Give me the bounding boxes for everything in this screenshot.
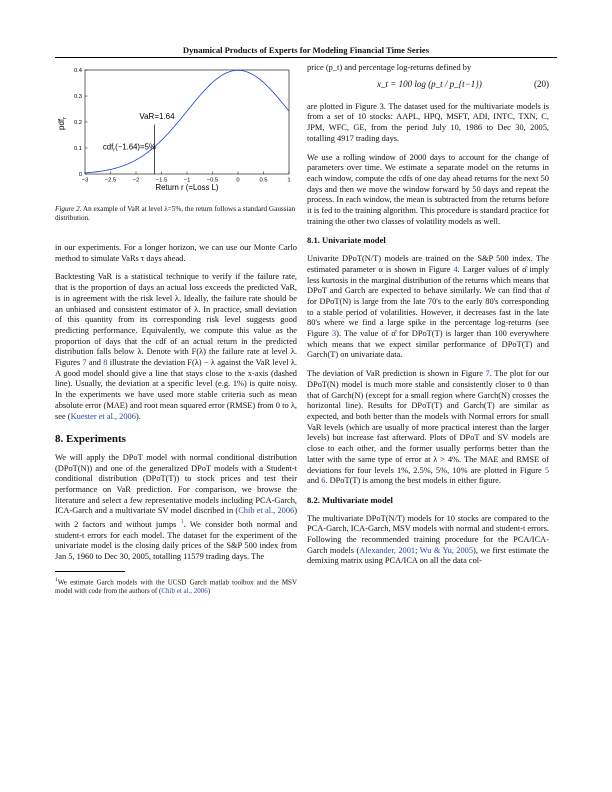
- subsection-heading: 8.1. Univariate model: [307, 235, 386, 246]
- figure-link[interactable]: 7: [485, 369, 490, 379]
- paragraph-multivariate: The multivariate DPoT(N/T) models for 10 stocks are compared to the PCA-Garch, ICA-Garch, MSV models with normal and student-t errors. Following the recommended training procedure for the PCA/ICA-Garch models (Alexander, 2001; Wu & Yu, 2005), we first estimate the demixing matrix using PCA/ICA on all the data col-: [307, 513, 549, 566]
- paragraph-deviation: The deviation of VaR prediction is shown in Figure 7. The plot for our DPoT(N) model is much more stable and consistently closer to 0 than that of Garch(N) (except for a small region where Garch(N) crosses the horizontal line). Results for DPoT(T) and Garch(T) are similar as expected, and both better than the models with Normal errors for small VaR levels (which are usually of more practical interest than the larger levels) but increase fast afterward. Plots of DPoT and SV models are close to each other, and the former usually performs better than the latter with the same type of error at λ > 4%. The MAE and RMSE of deviations for four levels 1%, 2.5%, 5%, 10% are plotted in Figure 5 and 6. DPoT(T) is among the best models in either figure.: [307, 369, 549, 486]
- x-tick-label: −1: [183, 177, 191, 184]
- x-axis-label: Return r (=Loss L): [155, 183, 219, 192]
- paragraph: in our experiments. For a longer horizon, we can use our Monte Carlo method to simulate VaRs τ days ahead.: [55, 243, 297, 263]
- figure-link[interactable]: 7: [82, 358, 87, 368]
- paragraph-backtesting: Backtesting VaR is a statistical technique to verify if the failure rate, that is the proportion of days an actual loss exceeds the predicted VaR, is in agreement with the risk level λ. Ideally, the failure rate should be an unbiased and consistent estimator of λ. In practice, small deviation of this quantity from its corresponding risk level suggests good predicting performance. Equivalently, we compute this value as the proportion of days that the cdf of an actual return in the predicted distribution falls below λ. Denote with F(λ) the failure rate at level λ. Figures 7 and 8 illustrate the deviation F(λ) − λ against the VaR level λ. A good model should give a line that stays close to the x-axis (dashed line). Usually, the deviation at a specific level (e.g. 1%) is quite noisy. In the experiments we have used more stable criteria such as mean absolute error (MAE) and root mean squared error (RMSE) from 0 to λ, see (Kuester et al., 2006).: [55, 272, 298, 421]
- y-tick-label: 0.2: [73, 120, 82, 126]
- footnote: $^1$We estimate Garch models with the UCSD Garch matlab toolbox and the MSV model with code from the authors of (Chib et al., 2006): [55, 576, 297, 595]
- left-column: [55, 63, 297, 595]
- paragraph-univariate: Univarite DPoT(N/T) models are trained on the S&P 500 index. The estimated parameter α is shown in Figure 4. Larger values of α̂ imply less kurtosis in the marginal distribution of the returns which means that DPoT and Garch are expected to behave similarly. We can find that α̂ for DPoT(N) is large from the late 70's to the early 80's corresponding to a stable period of volatilities. However, it decreases fast in the late 80's where we find a large spike in the percentage log-returns (see Figure 3). The value of α̂ for DPoT(T) is larger than 100 everywhere which means that we expect similar performance of DPoT(T) and Garch(T) on univariate data.: [307, 254, 550, 360]
- y-axis-label: pdf$_r$: [57, 117, 68, 130]
- subsection-heading: 8.2. Multivariate model: [307, 494, 393, 505]
- footnote-rule: [55, 571, 125, 572]
- pdf-curve: [85, 70, 289, 173]
- x-tick-label: −0.5: [206, 177, 219, 184]
- citation-link[interactable]: Chib et al., 2006: [238, 506, 295, 516]
- section-heading: 8. Experiments: [55, 433, 126, 446]
- running-header: Dynamical Products of Experts for Modeling Financial Time Series: [182, 45, 430, 55]
- paragraph-experiments: We will apply the DPoT model with normal conditional distribution (DPoT(N)) and one of the generalized DPoT models with a Student-t conditional distribution (DPoT(T)) to stock prices and test their performance on VaR prediction. For comparison, we browse the literature and select a few representative models including PCA-Garch, ICA-Garch and a multivariate SV model discribed in (Chib et al., 2006) with 2 factors and without jumps $^1$. We consider both normal and student-t errors for each model. The dataset for the experiment of the univariate model is the closing daily prices of the S&P 500 index from Jan 5, 1960 to Dec 30, 2005, totalling 11579 trading days. The: [55, 452, 298, 562]
- x-tick-label: 1: [287, 177, 291, 184]
- figure-link[interactable]: 8: [103, 358, 108, 368]
- paragraph: are plotted in Figure 3. The dataset used for the multivariate models is from a set of 10 stocks: AAPL, HPQ, MSFT, ADI, INTC, TXN, C, JPM, WFC, GE, from the period July 10, 1986 to Dec 30, 2005, totalling 4917 trading days.: [307, 101, 549, 143]
- x-tick-label: −2.5: [104, 177, 117, 184]
- figure-link[interactable]: 3: [331, 329, 337, 339]
- footnote-marker[interactable]: 1: [180, 519, 184, 526]
- var-annotation: VaR=1.64: [139, 112, 175, 121]
- x-tick-label: 0: [236, 177, 240, 184]
- y-tick-label: 0.4: [73, 68, 82, 74]
- y-tick-label: 0.3: [73, 94, 82, 100]
- figure-2-caption: Figure 2. An example of VaR at level λ=5%, the return follows a standard Gaussian distribution.: [55, 205, 296, 222]
- paragraph: price (p_t) and percentage log-returns defined by: [307, 63, 472, 72]
- x-axis-ticks: [82, 172, 291, 184]
- x-tick-label: −1.5: [155, 177, 168, 184]
- plot-frame: [85, 70, 289, 174]
- figure-link[interactable]: 4: [453, 264, 458, 274]
- citation-link[interactable]: Wu & Yu, 2005: [419, 545, 474, 555]
- y-tick-label: 0.1: [73, 146, 82, 152]
- figure-link[interactable]: 6: [321, 476, 326, 486]
- equation-body: x_t = 100 log (p_t / p_{t−1}): [377, 78, 482, 89]
- citation-link[interactable]: Chib et al., 2006: [161, 586, 208, 595]
- x-tick-label: −3: [81, 177, 89, 184]
- right-column: [307, 63, 549, 575]
- citation-link[interactable]: Kuester et al., 2006: [70, 411, 136, 421]
- equation-number: (20): [534, 78, 549, 89]
- paragraph-rolling-window: We use a rolling window of 2000 days to account for the change of parameters over time. We estimate a separate model on the returns in each window, compute the cdfs of one day ahead returns for the next 50 days and then we move the window forward by 50 days and repeat the process. In each window, the mean is subtracted from the returns before it is fed to the training algorithm. This procedure is standard practice for training the other two classes of volatility models as well.: [307, 152, 549, 226]
- cdf-annotation: cdf$_r$(−1.64)=5%: [102, 142, 156, 154]
- y-tick-label: 0: [78, 172, 82, 178]
- header-rule: [55, 57, 557, 58]
- x-tick-label: −2: [132, 177, 140, 184]
- equation-20: [307, 76, 549, 94]
- figure-link[interactable]: 5: [544, 465, 549, 475]
- citation-link[interactable]: Alexander, 2001: [359, 545, 416, 555]
- figure-2: [55, 63, 297, 203]
- y-axis-ticks: [74, 68, 88, 178]
- var-chart: [55, 63, 297, 203]
- x-tick-label: 0.5: [259, 177, 268, 184]
